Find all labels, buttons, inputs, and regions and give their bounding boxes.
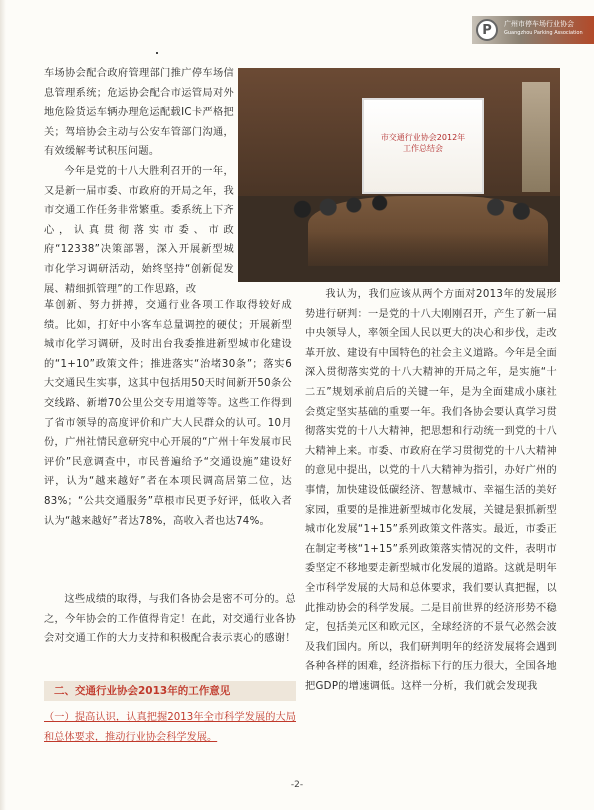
meeting-photo [238, 68, 560, 282]
paragraph: 革创新、努力拼搏，交通行业各项工作取得较好成绩。比如，打好中小客车总量调控的硬仗；开展新型城市化学习调研，及时出台我委推进新型城市化建设的“1+10”政策文件；推进落实“治堵30条”；落实6大交通民生实事，这其中包括用50天时间新开50条公交线路、新增70公里公交专用道等等。这些工作得到了省市领导的高度评价和广大人民群众的认可。10月份，广州社情民意研究中心开展的“广州十年发展市民评价”民意调查中，市民普遍给予“交通设施”建设好评，认为“越来越好”者在本项民调高居第二位，达83%；“公共交通服务”草根市民更予好评，低收入者认为“越来越好”者达78%，高收入者也达74%。 [44, 300, 292, 527]
left-column-tail [44, 590, 296, 649]
section-heading: 二、交通行业协会2013年的工作意见 [44, 681, 296, 701]
subsection-heading [44, 708, 296, 747]
photo-window [522, 82, 550, 192]
paragraph: 这些成绩的取得，与我们各协会是密不可分的。总之，今年协会的工作值得肯定！在此，对交通行业各协会对交通工作的大力支持和积极配合表示衷心的感谢！ [44, 594, 296, 645]
paragraph: 今年是党的十八大胜利召开的一年，又是新一届市委、市政府的开局之年，我市交通工作任务非常繁重。委系统上下齐心，认真贯彻落实市委、市政府“12338”决策部署，深入开展新型城市化学习调研活动，始终坚持“创新促发展、精细抓管理”的工作思路，改 [44, 165, 234, 295]
screen-caption [364, 132, 482, 154]
decorative-dot [156, 52, 158, 54]
page-number: -2- [290, 780, 304, 790]
header [0, 0, 594, 40]
paragraph: 我认为，我们应该从两个方面对2013年的发展形势进行研判：一是党的十八大刚刚召开，产生了新一届中央领导人，率领全国人民以更大的决心和步伐，走改革开放、建设有中国特色的社会主义道路。今年是全面深入贯彻落实党的十八大精神的开局之年，是实施“十二五”规划承前启后的关键一年，是为全面建成小康社会奠定坚实基础的重要一年。我们各协会要认真学习贯彻落实党的十八大精神，把思想和行动统一到党的十八大精神上来。市委、市政府在学习贯彻党的十八大精神的意见中提出，以党的十八大精神为指引，办好广州的事情，加快建设低碳经济、智慧城市、幸福生活的美好家园，重要的是推进新型城市化发展，关键是狠抓新型城市化发展“1+15”系列政策文件落实。最近，市委正在制定考核“1+15”系列政策落实情况的文件，表明市委坚定不移地要走新型城市化发展的道路。这就是明年全市科学发展的大局和总体要求，我们要认真把握，以此推动协会的科学发展。二是目前世界的经济形势不稳定，包括美元区和欧元区，全球经济的不景气必然会波及我们国内。所以，我们研判明年的经济发展将会遇到各种各样的困难，经济指标下行的压力很大，全国各地把GDP的增速调低。这样一分析，我们就会发现我 [305, 289, 557, 692]
chairs [238, 232, 560, 282]
paragraph: 车场协会配合政府管理部门推广停车场信息管理系统；危运协会配合市运管局对外地危险货运车辆办理危运配载IC卡严格把关；驾培协会主动与公安车管部门沟通，有效缓解考试积压问题。 [44, 68, 234, 158]
screen-caption-line: 工作总结会 [403, 144, 443, 153]
page-edge-shadow [0, 0, 6, 810]
parking-logo-icon: P [476, 19, 498, 41]
right-column [305, 285, 557, 696]
left-column-top [44, 64, 234, 299]
left-column-bottom [44, 296, 292, 531]
logo-chinese-text: 广州市停车场行业协会 [504, 20, 574, 28]
screen-caption-line: 市交通行业协会2012年 [380, 133, 466, 142]
logo-english-text: Guangzhou Parking Association [504, 30, 583, 36]
association-logo-banner [472, 16, 594, 44]
subsection-text: （一）提高认识，认真把握2013年全市科学发展的大局和总体要求，推动行业协会科学发展。 [44, 712, 296, 743]
